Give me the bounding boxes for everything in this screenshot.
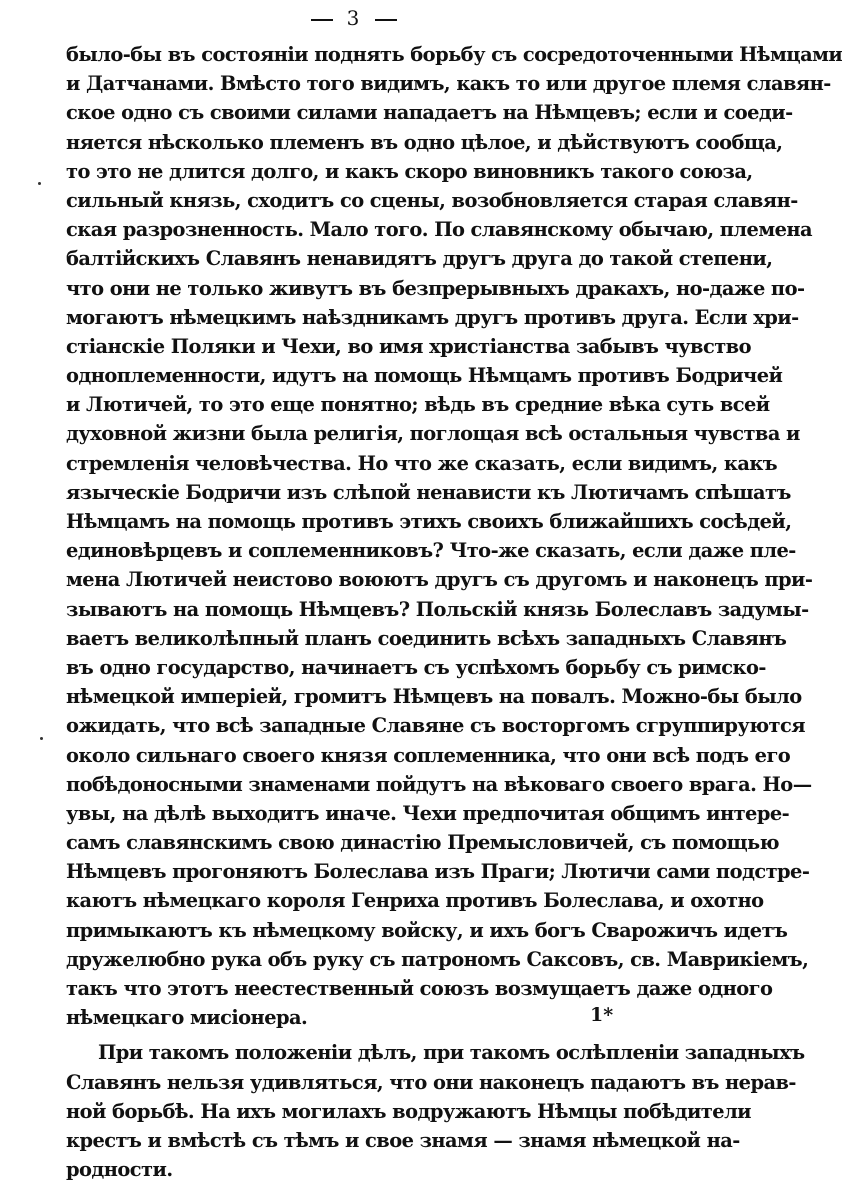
text-line: около сильнаго своего князя соплеменника, что они всѣ подъ его	[66, 743, 791, 767]
text-line: въ одно государство, начинаетъ съ успѣхомъ борьбу съ римско-	[66, 655, 766, 679]
text-line: единовѣрцевъ и соплеменниковъ? Что-же сказать, если даже пле-	[66, 539, 796, 563]
text-line: ной борьбѣ. На ихъ могилахъ водружаютъ Нѣмцы побѣдители	[66, 1099, 752, 1123]
text-line: самъ славянскимъ свою династiю Премысловичей, съ помощью	[66, 831, 779, 855]
scan-speck	[38, 182, 41, 185]
text-line: языческiе Бодричи изъ слѣпой ненависти къ Лютичамъ спѣшатъ	[66, 480, 791, 504]
text-line: ваетъ великолѣпный планъ соединить всѣхъ западныхъ Славянъ	[66, 626, 787, 650]
text-line: ское одно съ своими силами нападаетъ на Нѣмцевъ; если и соеди-	[66, 101, 793, 125]
text-line: зываютъ на помощь Нѣмцевъ? Польскiй князь Болеславъ задумы-	[66, 597, 809, 621]
page-number: 3	[346, 6, 362, 30]
text-line: каютъ нѣмецкаго короля Генриха противъ Болеслава, и охотно	[66, 889, 764, 913]
text-line: примыкаютъ къ нѣмецкому войску, и ихъ богъ Сварожичъ идетъ	[66, 918, 788, 942]
text-line: нѣмецкаго мисiонера.	[66, 1006, 308, 1030]
text-line: духовной жизни была религiя, поглощая всѣ остальныя чувства и	[66, 422, 800, 446]
text-line: стремленiя человѣчества. Но что же сказать, если видимъ, какъ	[66, 451, 778, 475]
text-line: то это не длится долго, и какъ скоро виновникъ такого союза,	[66, 159, 753, 183]
body-text	[66, 40, 842, 1184]
text-line: Нѣмцамъ на помощь противъ этихъ своихъ ближайшихъ сосѣдей,	[66, 510, 792, 533]
scan-speck	[40, 737, 43, 740]
text-line: Нѣмцевъ прогоняютъ Болеслава изъ Праги; Лютичи сами подстре-	[66, 860, 810, 884]
text-line: ожидать, что всѣ западные Славяне съ восторгомъ сгруппируются	[66, 714, 806, 738]
page-number-header	[0, 6, 708, 30]
paragraph	[66, 40, 842, 1032]
text-line: сильный князь, сходитъ со сцены, возобновляется старая славян-	[66, 188, 798, 212]
text-line: одноплеменности, идутъ на помощь Нѣмцамъ противъ Бодричей	[66, 364, 783, 388]
right-dash	[375, 19, 397, 21]
text-line: нѣмецкой имперiей, громитъ Нѣмцевъ на повалъ. Можно-бы было	[66, 685, 802, 709]
text-line: При такомъ положенiи дѣлъ, при такомъ ослѣпленiи западныхъ	[98, 1041, 805, 1065]
text-line: Славянъ нельзя удивляться, что они наконецъ падаютъ въ нерав-	[66, 1070, 796, 1094]
signature-mark: 1*	[590, 1004, 614, 1026]
text-line: няется нѣсколько племенъ въ одно цѣлое, и дѣйствуютъ сообща,	[66, 130, 783, 154]
left-dash	[311, 19, 333, 21]
text-line: мена Лютичей неистово воюютъ другъ съ другомъ и наконецъ при-	[66, 568, 813, 592]
text-line: стiанскiе Поляки и Чехи, во имя христiанства забывъ чувство	[66, 334, 751, 358]
text-line: дружелюбно рука объ руку съ патрономъ Саксовъ, св. Маврикiемъ,	[66, 947, 809, 971]
text-line: и Лютичей, то это еще понятно; вѣдь въ средние вѣка суть всей	[66, 393, 770, 417]
paragraph	[66, 1038, 805, 1184]
text-line: крестъ и вмѣстѣ съ тѣмъ и свое знамя — знамя нѣмецкой на-	[66, 1128, 740, 1152]
text-line: ская разрозненность. Мало того. По славянскому обычаю, племена	[66, 218, 813, 242]
text-line: что они не только живутъ въ безпрерывныхъ дракахъ, но-даже по-	[66, 276, 805, 300]
text-line: балтiйскихъ Славянъ ненавидятъ другъ друга до такой степени,	[66, 247, 773, 271]
text-line: увы, на дѣлѣ выходитъ иначе. Чехи предпочитая общимъ интере-	[66, 801, 790, 825]
text-line: было-бы въ состоянiи поднять борьбу съ сосредоточенными Нѣмцами	[66, 43, 842, 66]
text-line: родности.	[66, 1158, 173, 1182]
text-line: могаютъ нѣмецкимъ наѣздникамъ другъ противъ друга. Если хри-	[66, 305, 799, 329]
text-line: такъ что этотъ неестественный союзъ возмущаетъ даже одного	[66, 977, 773, 1000]
text-line: побѣдоносными знаменами пойдутъ на вѣковаго своего врага. Но—	[66, 772, 812, 796]
text-line: и Датчанами. Вмѣсто того видимъ, какъ то или другое племя славян-	[66, 72, 831, 96]
